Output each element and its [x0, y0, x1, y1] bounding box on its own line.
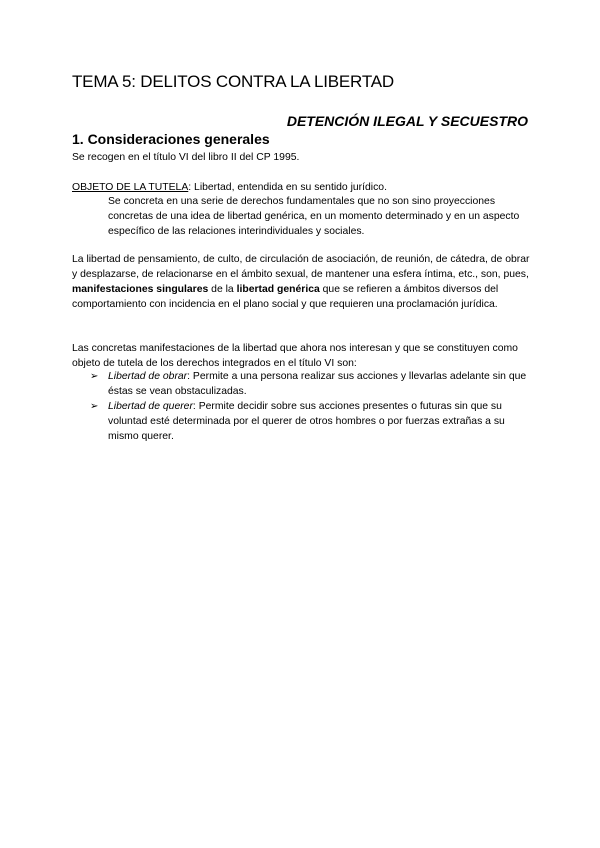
libertades-text-2: de la — [208, 284, 237, 295]
libertades-text-3: que se refieren a ámbitos diversos del comportamiento con incidencia en el plano social y que requieren una proclamación jurídica. — [72, 284, 499, 310]
section-heading: 1. Consideraciones generales — [72, 131, 270, 147]
bullet-term: Libertad de obrar — [108, 371, 188, 382]
document-subtitle: DETENCIÓN ILEGAL Y SECUESTRO — [286, 113, 528, 129]
bullet-text: : Permite a una persona realizar sus acciones y llevarlas adelante sin que éstas se vean obstaculizadas. — [108, 371, 527, 397]
list-item — [72, 369, 528, 399]
document-title: TEMA 5: DELITOS CONTRA LA LIBERTAD — [72, 72, 394, 91]
arrowhead-bullet-icon: ➢ — [90, 401, 99, 412]
bullet-list — [72, 369, 532, 444]
intro-paragraph: Se recogen en el título VI del libro II del CP 1995. — [72, 152, 300, 163]
libertades-text-1: La libertad de pensamiento, de culto, de circulación de asociación, de reunión, de cátedra, de obrar y desplazarse, de relacionarse en el ámbito sexual, de mantener una esfera íntima, etc., son, pues, — [72, 254, 530, 280]
objeto-tutela-paragraph — [72, 180, 532, 195]
libertades-bold-2: libertad genérica — [236, 284, 320, 295]
manifestaciones-paragraph: Las concretas manifestaciones de la libertad que ahora nos interesan y que se constituyen como objeto de tutela de los derechos integrados en el título VI son: — [72, 343, 518, 369]
objeto-tutela-detail: Se concreta en una serie de derechos fundamentales que no son sino proyecciones concretas de una idea de libertad genérica, en un momento determinado y en un aspecto específico de las relaciones interindividuales y sociales. — [108, 196, 520, 237]
libertades-bold-1: manifestaciones singulares — [72, 284, 209, 295]
bullet-text: : Permite decidir sobre sus acciones presentes o futuras sin que su voluntad esté determinada por el querer de otros hombres o por fuerzas extrañas a su mismo querer. — [108, 401, 505, 442]
list-item — [72, 399, 528, 444]
arrowhead-bullet-icon: ➢ — [90, 371, 99, 382]
objeto-tutela-label: OBJETO DE LA TUTELA — [72, 182, 189, 193]
bullet-term: Libertad de querer — [108, 401, 193, 412]
libertades-paragraph — [72, 252, 532, 312]
objeto-tutela-text: : Libertad, entendida en su sentido jurídico. — [188, 182, 387, 193]
